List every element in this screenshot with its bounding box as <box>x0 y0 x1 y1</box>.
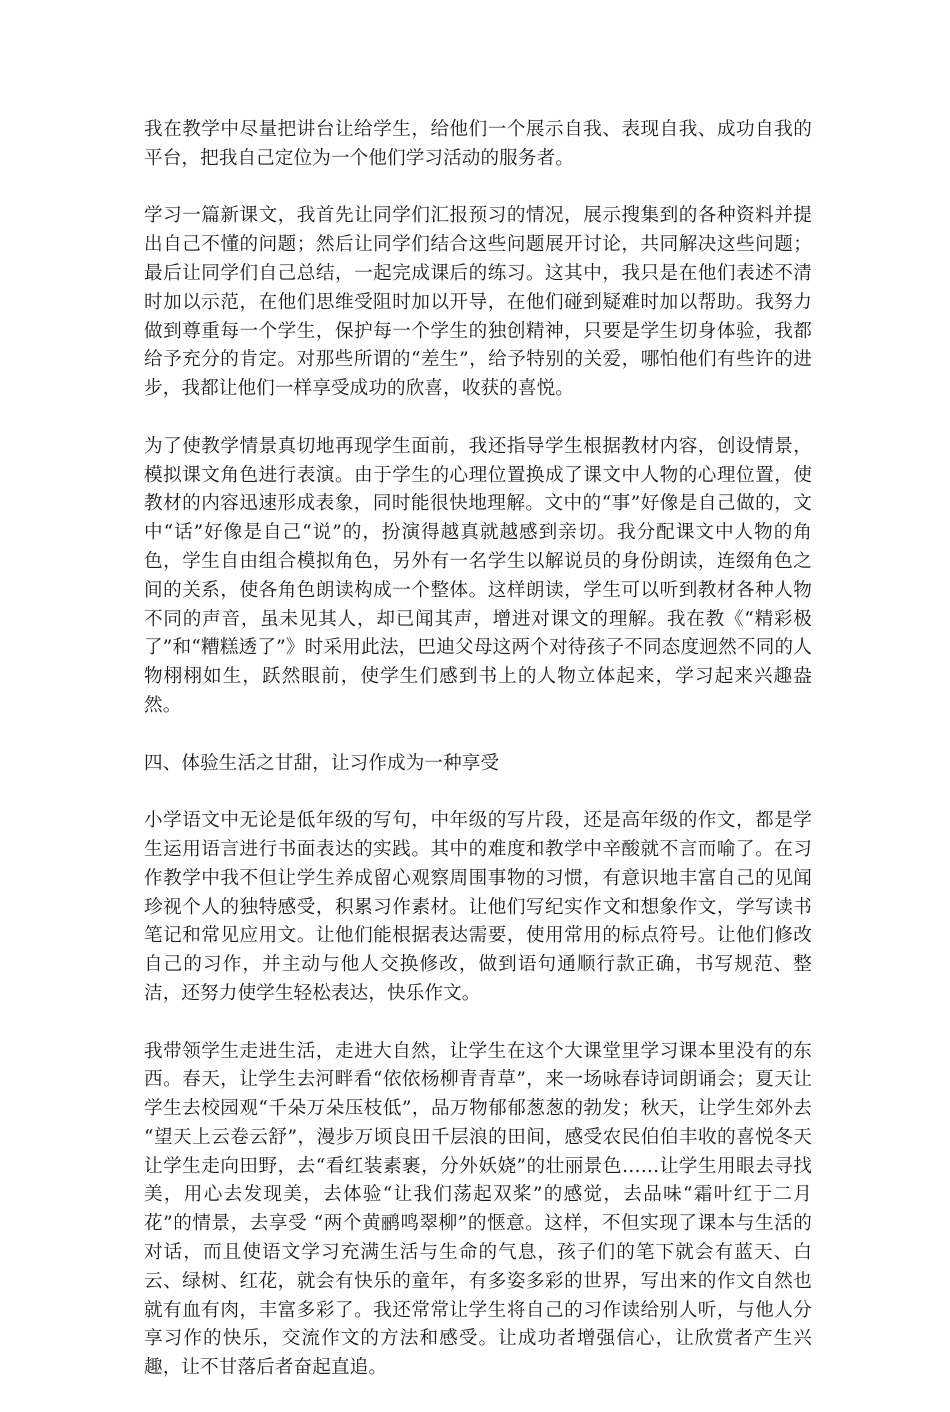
document-body <box>144 116 812 1412</box>
paragraph-1: 我在教学中尽量把讲台让给学生，给他们一个展示自我、表现自我、成功自我的平台，把我自己定位为一个他们学习活动的服务者。 <box>144 119 812 169</box>
paragraph-3: 为了使教学情景真切地再现学生面前，我还指导学生根据教材内容，创设情景，模拟课文角色进行表演。由于学生的心理位置换成了课文中人物的心理位置，使教材的内容迅速形成表象，同时能很快地理解。文中的“事”好像是自己做的，文中“话”好像是自己“说”的，扮演得越真就越感到亲切。我分配课文中人物的角色，学生自由组合模拟角色，另外有一名学生以解说员的身份朗读，连缀角色之间的关系，使各角色朗读构成一个整体。这样朗读，学生可以听到教材各种人物不同的声音，虽未见其人，却已闻其声，增进对课文的理解。我在教《“精彩极了”和“糟糕透了”》时采用此法，巴迪父母这两个对待孩子不同态度迥然不同的人物栩栩如生，跃然眼前，使学生们感到书上的人物立体起来，学习起来兴趣盎然。 <box>144 435 812 716</box>
paragraph-2: 学习一篇新课文，我首先让同学们汇报预习的情况，展示搜集到的各种资料并提出自己不懂的问题；然后让同学们结合这些问题展开讨论，共同解决这些问题；最后让同学们自己总结，一起完成课后的练习。这其中，我只是在他们表述不清时加以示范，在他们思维受阻时加以开导，在他们碰到疑难时加以帮助。我努力做到尊重每一个学生，保护每一个学生的独创精神，只要是学生切身体验，我都给予充分的肯定。对那些所谓的“差生”，给予特别的关爱，哪怕他们有些许的进步，我都让他们一样享受成功的欣喜，收获的喜悦。 <box>144 205 812 400</box>
paragraph-5: 我带领学生走进生活，走进大自然，让学生在这个大课堂里学习课本里没有的东西。春天，让学生去河畔看“依依杨柳青青草”，来一场咏春诗词朗诵会；夏天让学生去校园观“千朵万朵压枝低”，品万物郁郁葱葱的勃发；秋天，让学生郊外去 “望天上云卷云舒”，漫步万顷良田千层浪的田间，感受农民伯伯丰收的喜悦冬天让学生走向田野，去“看红装素裹，分外妖娆”的壮丽景色……让学生用眼去寻找美，用心去发现美，去体验“让我们荡起双桨”的感觉，去品味“霜叶红于二月花”的情景，去享受 “两个黄鹂鸣翠柳”的惬意。这样，不但实现了课本与生活的对话，而且使语文学习充满生活与生命的气息，孩子们的笔下就会有蓝天、白云、绿树、红花，就会有快乐的童年，有多姿多彩的世界，写出来的作文自然也就有血有肉，丰富多彩了。我还常常让学生将自己的习作读给别人听，与他人分享习作的快乐，交流作文的方法和感受。让成功者增强信心，让欣赏者产生兴趣，让不甘落后者奋起直追。 <box>144 1040 812 1379</box>
section-heading: 四、体验生活之甘甜，让习作成为一种享受 <box>144 752 500 774</box>
paragraph-4: 小学语文中无论是低年级的写句，中年级的写片段，还是高年级的作文，都是学生运用语言进行书面表达的实践。其中的难度和教学中辛酸就不言而喻了。在习作教学中我不但让学生养成留心观察周围事物的习惯，有意识地丰富自己的见闻珍视个人的独特感受，积累习作素材。让他们写纪实作文和想象作文，学写读书笔记和常见应用文。让他们能根据表达需要，使用常用的标点符号。让他们修改自己的习作，并主动与他人交换修改，做到语句通顺行款正确，书写规范、整洁，还努力使学生轻松表达，快乐作文。 <box>144 810 812 1004</box>
